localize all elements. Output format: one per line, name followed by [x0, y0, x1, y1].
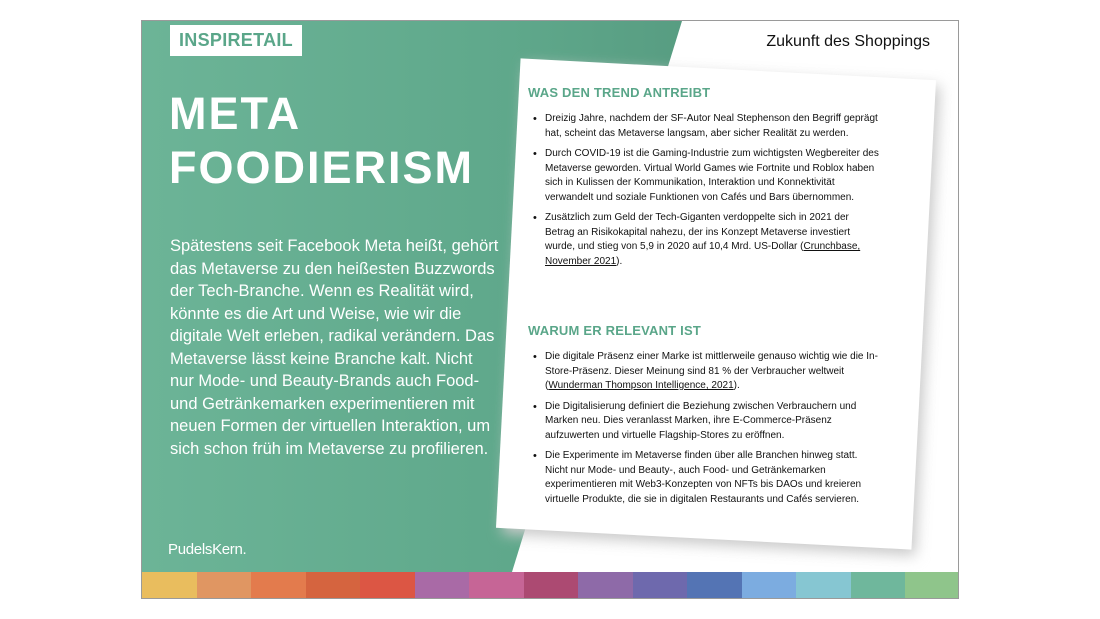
list-item: [532, 211, 880, 269]
list-item-text-end: ).: [616, 255, 623, 267]
list-item: [532, 112, 880, 141]
color-stripe: [742, 572, 797, 599]
title-line-2: FOODIERISM: [169, 142, 475, 193]
relevance-list: [532, 350, 880, 513]
color-stripe: [524, 572, 579, 599]
color-stripe: [469, 572, 524, 599]
slide: [141, 20, 959, 599]
list-item-text: Die Experimente im Metaverse finden über alle Branchen hinweg statt. Nicht nur Mode- und Beauty-, auch Food- und Getränkemarken experimentieren mit Web3-Konzepten von NFTs bis DAOs und kreieren virtuelle Produkte, die sie in digitalen Restaurants und Cafés servieren.: [545, 450, 862, 505]
color-stripe: [687, 572, 742, 599]
source-link-crunchbase[interactable]: Crunchbase, November 2021: [545, 241, 861, 267]
section-heading-relevance: WARUM ER RELEVANT IST: [528, 323, 701, 338]
pudelskern-logo: PudelsKern.: [168, 541, 247, 558]
color-stripe: [197, 572, 252, 599]
color-stripe: [578, 572, 633, 599]
lead-paragraph: Spätestens seit Facebook Meta heißt, gehört das Metaverse zu den heißesten Buzzwords der Tech-Branche. Wenn es Realität wird, könnte es die Art und Weise, wie wir die digitale Welt erleben, radikal verändern. Das Metaverse lässt keine Branche kalt. Nicht nur Mode- und Beauty-Brands auch Food- und Getränkemarken experimentieren mit neuen Formen der virtuellen Interaktion, um sich schon früh im Metaverse zu profilieren.: [170, 237, 499, 458]
drivers-list: [532, 112, 880, 275]
color-stripe: [142, 572, 197, 599]
list-item: [532, 400, 880, 444]
list-item: [532, 449, 880, 507]
source-link-wunderman[interactable]: Wunderman Thompson Intelligence, 2021: [548, 380, 734, 391]
color-stripe-bar: [142, 572, 959, 599]
color-stripe: [633, 572, 688, 599]
title-line-1: META: [169, 88, 302, 139]
color-stripe: [306, 572, 361, 599]
list-item: [532, 350, 880, 394]
color-stripe: [905, 572, 959, 599]
brand-label: INSPIRETAIL: [170, 25, 302, 56]
list-item-text-end: ).: [733, 380, 740, 391]
page-title: [169, 87, 474, 195]
color-stripe: [251, 572, 306, 599]
color-stripe: [415, 572, 470, 599]
list-item-text: Zusätzlich zum Geld der Tech-Giganten verdoppelte sich in 2021 der Betrag an Risikokapital nahezu, der ins Konzept Metaverse investiert wurde, und stieg von 5,9 in 2020 auf 10,4 Mrd. US-Dollar (: [545, 212, 851, 252]
color-stripe: [796, 572, 851, 599]
list-item-text: Die Digitalisierung definiert die Beziehung zwischen Verbrauchern und Marken neu. Dies veranlasst Marken, ihre E-Commerce-Präsenz aufzuwerten und virtuelle Flagship-Stores zu eröffnen.: [545, 400, 857, 441]
list-item-text: Durch COVID-19 ist die Gaming-Industrie zum wichtigsten Wegbereiter des Metaverse geworden. Virtual World Games wie Fortnite und Roblox haben sich in Kulissen der Kommunikation, Interaktion und Konnektivität verwandelt und soziale Funktionen von Cafés und Bars übernommen.: [545, 148, 879, 203]
color-stripe: [360, 572, 415, 599]
list-item-text: Die digitale Präsenz einer Marke ist mittlerweile genauso wichtig wie die In-Store-Präsenz. Dieser Meinung sind 81 % der Verbraucher weltweit (: [545, 351, 878, 391]
topic-label: Zukunft des Shoppings: [766, 33, 930, 50]
section-heading-drivers: WAS DEN TREND ANTREIBT: [528, 85, 711, 100]
list-item: [532, 147, 880, 205]
list-item-text: Dreizig Jahre, nachdem der SF-Autor Neal Stephenson den Begriff geprägt hat, scheint das Metaverse langsam, aber sicher Realität zu werden.: [545, 113, 878, 139]
info-card: [496, 58, 936, 549]
color-stripe: [851, 572, 906, 599]
